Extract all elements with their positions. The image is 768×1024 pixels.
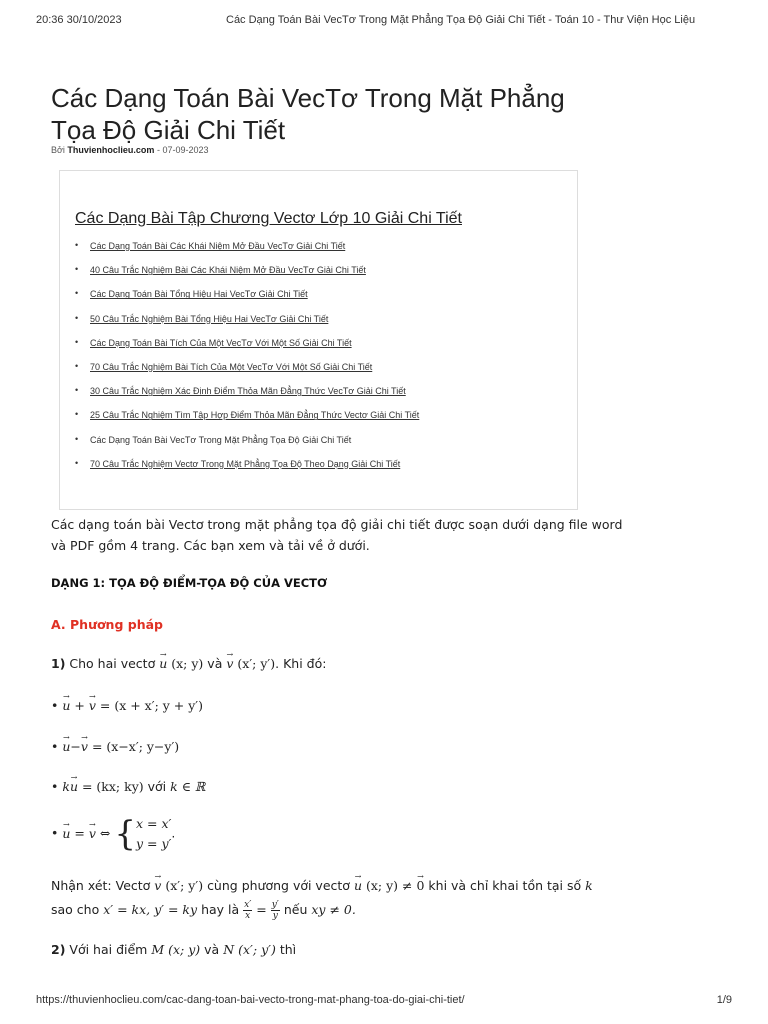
- statement-1-text: Cho hai vectơ: [69, 656, 156, 671]
- remark-text: sao cho: [51, 902, 100, 917]
- statement-2-end: thì: [279, 942, 297, 957]
- vector-u: → u: [70, 776, 78, 797]
- zero-vector: → 0: [416, 875, 424, 896]
- toc-link[interactable]: 30 Câu Trắc Nghiệm Xác Định Điểm Thỏa Mãn Đẳng Thức VecTơ Giải Chi Tiết: [90, 386, 406, 397]
- remark-k: k: [585, 878, 593, 893]
- bullet: •: [51, 739, 59, 754]
- period: .: [171, 825, 176, 841]
- toc-item: [90, 241, 419, 265]
- remark-v-coords: (x′; y′): [165, 878, 204, 893]
- toc-link[interactable]: 25 Câu Trắc Nghiệm Tìm Tập Hợp Điểm Thỏa Mãn Đẳng Thức Vectơ Giải Chi Tiết: [90, 410, 420, 421]
- intro-paragraph-line: và PDF gồm 4 trang. Các bạn xem và tải về ở dưới.: [51, 538, 370, 553]
- brace-symbol: {: [114, 814, 136, 854]
- toc-link[interactable]: 40 Câu Trắc Nghiệm Bài Các Khái Niệm Mở Đầu VecTơ Giải Chi Tiết: [90, 265, 366, 276]
- fraction: [271, 900, 280, 921]
- toc-item: [90, 265, 419, 289]
- vector-u: → u: [159, 653, 167, 674]
- formula-equality: • → u = → v ⇔ { x = x′ y = y′ .: [51, 814, 175, 854]
- point-m: M (x; y): [151, 942, 201, 957]
- statement-1-number: 1): [51, 656, 66, 671]
- toc-link[interactable]: 70 Câu Trắc Nghiệm Bài Tích Của Một VecTơ Với Một Số Giải Chi Tiết: [90, 361, 373, 372]
- vector-v-coords: (x′; y′): [237, 656, 276, 671]
- remark-text: cùng phương với vectơ: [207, 878, 350, 893]
- print-footer: [36, 994, 732, 1010]
- vector-v: → v: [226, 653, 233, 674]
- formula-sum: • → u + → v = (x + x′; y + y′): [51, 695, 203, 716]
- system-row: y = y′: [136, 836, 172, 851]
- toc-item: [90, 314, 419, 338]
- remark-line-2: sao cho x′ = kx, y′ = ky hay là $\frac{x'}{x}$ = $\frac{y'}{y}$ nếu xy ≠ 0.: [51, 900, 356, 921]
- toc-item-current: [90, 435, 419, 459]
- equation-system: [136, 814, 171, 854]
- print-page-number: 1/9: [716, 994, 732, 1006]
- print-page-title: Các Dạng Toán Bài VecTơ Trong Mặt Phẳng Tọa Độ Giải Chi Tiết - Toán 10 - Thư Viện Học Liệu: [226, 14, 696, 26]
- heading-dang-1: DẠNG 1: TỌA ĐỘ ĐIỂM-TỌA ĐỘ CỦA VECTƠ: [51, 576, 328, 590]
- intro-paragraph-line: Các dạng toán bài Vectơ trong mặt phẳng tọa độ giải chi tiết được soạn dưới dạng file word: [51, 517, 623, 532]
- print-header: [36, 14, 732, 30]
- formula-difference-rhs: = (x−x′; y−y′): [91, 739, 180, 754]
- toc-current-label: Các Dạng Toán Bài VecTơ Trong Mặt Phẳng Tọa Độ Giải Chi Tiết: [90, 434, 352, 445]
- fraction: [243, 900, 252, 921]
- print-datetime: 20:36 30/10/2023: [36, 14, 122, 26]
- point-n: N (x′; y′): [223, 942, 276, 957]
- author-link[interactable]: Thuvienhoclieu.com: [67, 145, 155, 155]
- formula-difference: • → u−→ v = (x−x′; y−y′): [51, 736, 179, 757]
- remark-text: khi và chỉ khai tồn tại số: [428, 878, 582, 893]
- remark-line-1: [51, 875, 593, 896]
- vector-u-coords: (x; y): [171, 656, 204, 671]
- toc-item: [90, 289, 419, 313]
- toc-link[interactable]: Các Dạng Toán Bài Các Khái Niệm Mở Đầu VecTơ Giải Chi Tiết: [90, 241, 346, 251]
- print-url: https://thuvienhoclieu.com/cac-dang-toan-bai-vecto-trong-mat-phang-toa-do-giai-chi-tiet/: [36, 994, 465, 1006]
- with-text: với: [147, 779, 167, 794]
- iff-symbol: ⇔: [99, 825, 111, 841]
- vector-u: → u: [62, 736, 70, 757]
- toc-item: [90, 410, 419, 434]
- and-text: và: [204, 942, 220, 957]
- statement-1-end: . Khi đó:: [275, 656, 327, 671]
- vector-u: → u: [62, 695, 70, 716]
- formula-scalar: • k→ u = (kx; ky) với k ∈ ℝ: [51, 776, 205, 797]
- remark-equation: x′ = kx, y′ = ky: [103, 902, 198, 917]
- remark-label: Nhận xét: Vectơ: [51, 878, 151, 893]
- vector-u: → u: [354, 875, 362, 896]
- by-label: Bởi: [51, 145, 65, 155]
- toc-title[interactable]: Các Dạng Bài Tập Chương Vectơ Lớp 10 Giải Chi Tiết: [75, 210, 462, 227]
- bullet: •: [51, 825, 59, 841]
- fraction-numerator: y′: [271, 900, 279, 910]
- toc-link[interactable]: 50 Câu Trắc Nghiệm Bài Tổng Hiệu Hai VecTơ Giải Chi Tiết: [90, 313, 329, 324]
- byline-separator: -: [156, 145, 160, 155]
- formula-scalar-rhs: = (kx; ky): [81, 779, 144, 794]
- statement-2-text: Với hai điểm: [69, 942, 148, 957]
- toc-link[interactable]: Các Dạng Toán Bài Tổng Hiệu Hai VecTơ Giải Chi Tiết: [90, 289, 308, 300]
- toc-item: [90, 386, 419, 410]
- formula-scalar-condition: k ∈ ℝ: [170, 779, 206, 794]
- remark-condition: xy ≠ 0.: [311, 902, 356, 917]
- remark-text: hay là: [201, 902, 240, 917]
- toc-list: [90, 241, 419, 483]
- bullet: •: [51, 698, 59, 713]
- fraction-denominator: x: [245, 911, 251, 921]
- remark-u-coords: (x; y) ≠: [365, 878, 413, 893]
- toc-link[interactable]: 70 Câu Trắc Nghiệm Vectơ Trong Mặt Phẳng Tọa Độ Theo Dạng Giải Chi Tiết: [90, 458, 401, 469]
- fraction-denominator: y: [272, 911, 278, 921]
- statement-2-number: 2): [51, 942, 66, 957]
- bullet: •: [51, 779, 59, 794]
- byline: [51, 145, 209, 155]
- vector-v: → v: [154, 875, 161, 896]
- toc-item: [90, 338, 419, 362]
- fraction-numerator: x′: [244, 900, 252, 910]
- vector-v: → v: [81, 736, 88, 757]
- toc-item: [90, 459, 419, 483]
- article-title: Các Dạng Toán Bài VecTơ Trong Mặt Phẳng Tọa Độ Giải Chi Tiết: [51, 83, 565, 145]
- publish-date: 07-09-2023: [162, 145, 209, 155]
- statement-2: [51, 939, 296, 960]
- heading-phuong-phap: A. Phương pháp: [51, 617, 163, 632]
- vector-v: → v: [89, 823, 96, 844]
- table-of-contents: [59, 170, 578, 510]
- remark-text: nếu: [283, 902, 308, 917]
- and-text: và: [207, 656, 223, 671]
- toc-item: [90, 362, 419, 386]
- formula-sum-rhs: = (x + x′; y + y′): [99, 698, 204, 713]
- system-row: x = x′: [136, 816, 172, 831]
- toc-link[interactable]: Các Dạng Toán Bài Tích Của Một VecTơ Với Một Số Giải Chi Tiết: [90, 337, 352, 348]
- statement-1: [51, 653, 326, 674]
- vector-v: → v: [89, 695, 96, 716]
- vector-u: → u: [62, 823, 70, 844]
